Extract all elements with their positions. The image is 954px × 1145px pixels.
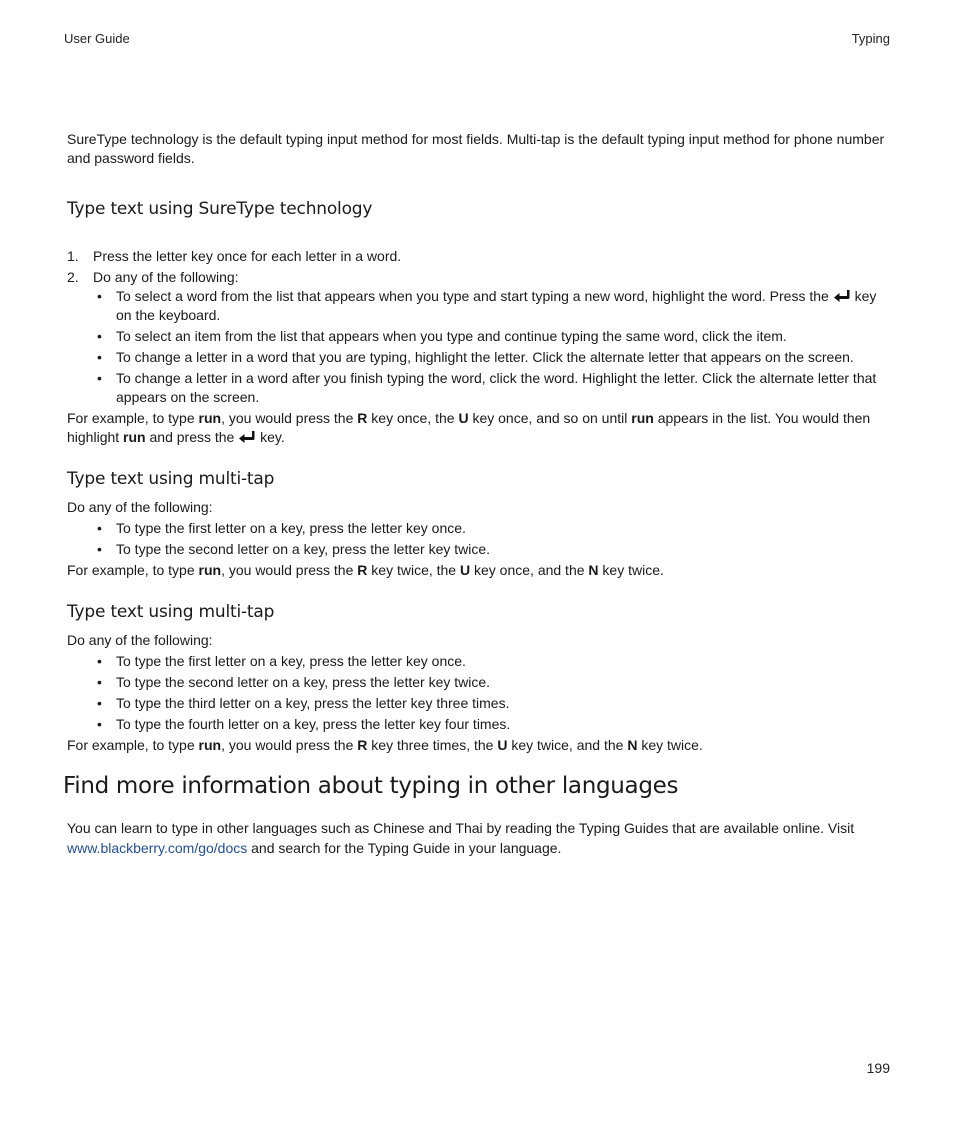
list-item: • To change a letter in a word after you finish typing the word, click the word. Highlight the letter. Click the alternate letter that appears on the screen. xyxy=(97,370,877,405)
multitap-lead: Do any of the following: xyxy=(67,632,213,648)
heading-multitap-2: Type text using multi-tap xyxy=(67,602,275,622)
running-header-title: User Guide xyxy=(64,31,130,46)
enter-key-icon xyxy=(833,289,851,303)
step-text: Press the letter key once for each letter in a word. xyxy=(93,248,402,264)
multitap-example: For example, to type run, you would press the R key twice, the U key once, and the N key twice. xyxy=(67,562,664,578)
bullet-text: To change a letter in a word after you finish typing the word, click the word. Highlight the letter. Click the alternate letter that appears on the screen. xyxy=(116,370,877,405)
languages-section xyxy=(63,773,892,858)
docs-link[interactable]: www.blackberry.com/go/docs xyxy=(67,840,248,856)
multitap-options xyxy=(67,652,892,734)
heading-suretype: Type text using SureType technology xyxy=(67,199,373,219)
suretype-steps xyxy=(67,247,892,407)
page-content xyxy=(63,130,892,858)
heading-languages: Find more information about typing in other languages xyxy=(63,773,679,799)
page-number: 199 xyxy=(866,1060,890,1076)
list-item: • To type the fourth letter on a key, press the letter key four times. xyxy=(97,716,511,732)
step-item xyxy=(67,268,892,407)
step-number: 2. xyxy=(67,269,79,285)
multitap-lead: Do any of the following: xyxy=(67,499,213,515)
suretype-example: For example, to type run, you would press the R key once, the U key once, and so on until run appears in the list. You would then highlight run and press the key. xyxy=(67,410,871,445)
intro-paragraph: SureType technology is the default typing input method for most fields. Multi-tap is the default typing input method for phone number and password fields. xyxy=(67,131,885,166)
list-item: • To type the second letter on a key, press the letter key twice. xyxy=(97,674,491,690)
step-number: 1. xyxy=(67,248,79,264)
step-text: Do any of the following: xyxy=(93,269,239,285)
running-header-section: Typing xyxy=(851,31,890,46)
enter-key-icon xyxy=(238,430,256,444)
bullet-text: key on the keyboard. xyxy=(116,288,877,323)
step-item xyxy=(67,247,892,266)
suretype-options xyxy=(93,287,892,407)
languages-paragraph: You can learn to type in other languages such as Chinese and Thai by reading the Typing Guides that are available online. Visit www.blackberry.com/go/docs and search for the Typing Guide in your language. xyxy=(67,820,855,856)
list-item: • To type the third letter on a key, press the letter key three times. xyxy=(97,695,510,711)
bullet-text: To change a letter in a word that you are typing, highlight the letter. Click the alternate letter that appears on the screen. xyxy=(116,349,854,365)
list-item: • To select a word from the list that appears when you type and start typing a new word, highlight the word. Press the key on the keyboard. xyxy=(97,288,877,323)
list-item: • To change a letter in a word that you are typing, highlight the letter. Click the alternate letter that appears on the screen. xyxy=(97,349,854,365)
bullet-text: To select an item from the list that appears when you type and continue typing the same word, click the item. xyxy=(116,328,787,344)
list-item: • To type the first letter on a key, press the letter key once. xyxy=(97,520,466,536)
list-item: • To select an item from the list that appears when you type and continue typing the same word, click the item. xyxy=(97,328,787,344)
list-item: • To type the second letter on a key, press the letter key twice. xyxy=(97,541,491,557)
multitap-example-2: For example, to type run, you would press the R key three times, the U key twice, and the N key twice. xyxy=(67,737,703,753)
bullet-text: To select a word from the list that appears when you type and start typing a new word, highlight the word. Press the xyxy=(116,288,833,304)
list-item: • To type the first letter on a key, press the letter key once. xyxy=(97,653,466,669)
heading-multitap: Type text using multi-tap xyxy=(67,469,275,489)
multitap-options xyxy=(67,519,892,559)
